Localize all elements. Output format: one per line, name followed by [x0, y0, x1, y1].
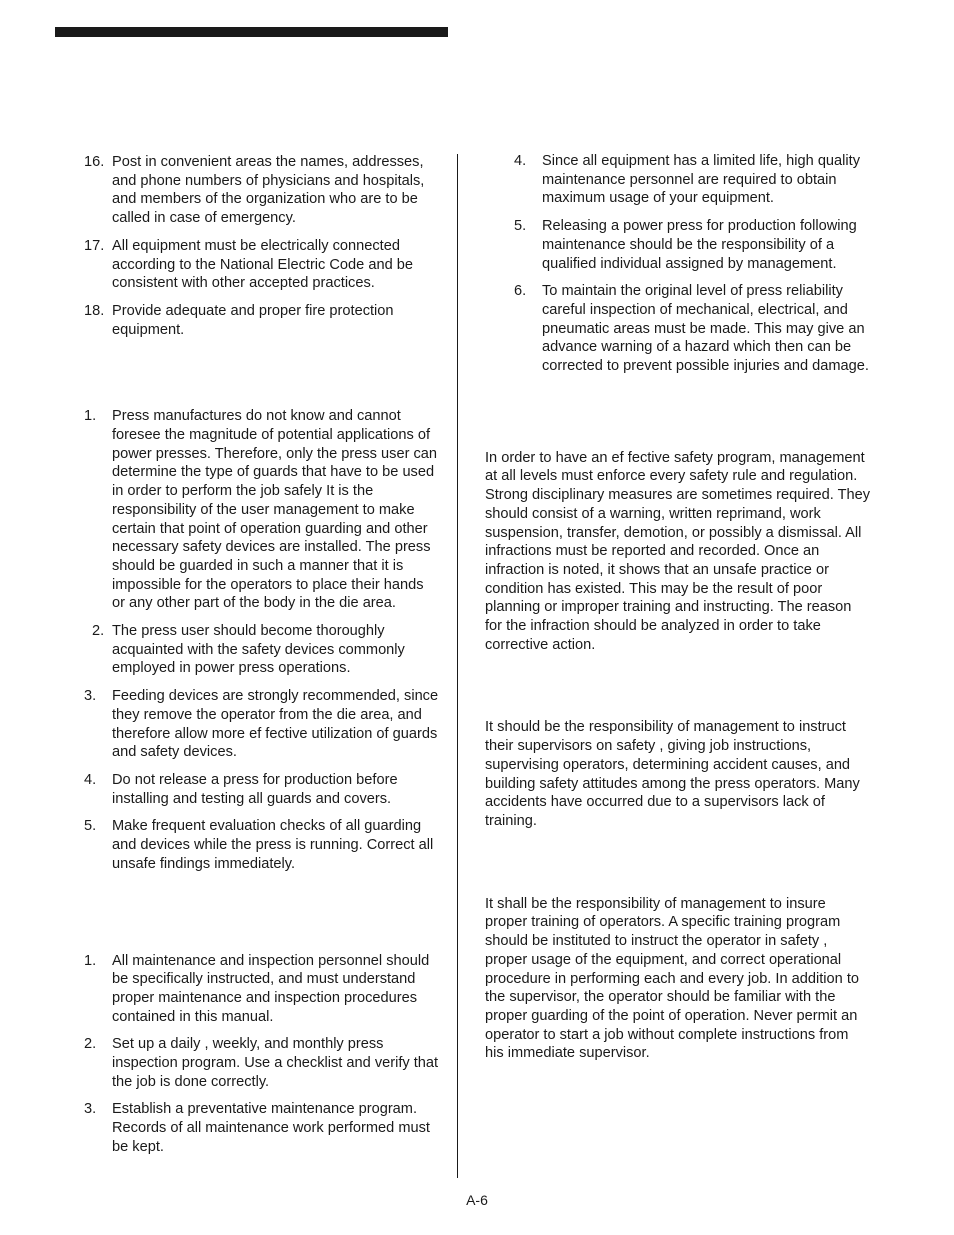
left-column [84, 153, 440, 1166]
paragraph-operator-training: It shall be the responsibility of management to insure proper training of operators. A specific training program should be instituted to instruct the operator in safety , proper usage of the equipment, and correct operational procedure in performing each and every job. In addition to the supervisor, the operator should be familiar with the proper guarding of the point of operation. Never permit an operator to start a job without complete instructions from his immediate supervisor. [485, 895, 859, 1062]
list-item: 3. Establish a preventative maintenance program. Records of all maintenance work performed must be kept. [84, 1101, 430, 1155]
list-item: 5. Make frequent evaluation checks of all guarding and devices while the press is running. Correct all unsafe findings immediately. [84, 818, 434, 872]
paragraph-supervisor-training: It should be the responsibility of management to instruct their supervisors on safety , giving job instructions, supervising operators, determining accident causes, and building safety attitudes among the press operators. Many accidents have occurred due to a supervisors lack of training. [485, 719, 860, 829]
list-item: 4. Since all equipment has a limited life, high quality maintenance personnel are required to obtain maximum usage of your equipment. [514, 153, 860, 207]
column-divider [457, 154, 458, 1178]
list-item: 2. Set up a daily , weekly, and monthly press inspection program. Use a checklist and verify that the job is done correctly. [84, 1036, 439, 1090]
list-item: 17. All equipment must be electrically connected according to the National Electric Code and be consistent with other accepted practices. [84, 237, 413, 292]
header-rule [55, 27, 448, 37]
list-item: 3. Feeding devices are strongly recommended, since they remove the operator from the die area, and therefore allow more ef fective utilization of guards and safety devices. [84, 688, 439, 761]
list-general-safety [84, 153, 440, 339]
list-guarding [84, 407, 440, 873]
page-number: A-6 [466, 1192, 488, 1208]
list-item: 1. All maintenance and inspection personnel should be specifically instructed, and must understand proper maintenance and inspection procedures contained in this manual. [84, 952, 430, 1025]
list-maintenance [84, 952, 440, 1157]
section-gap [485, 654, 870, 718]
list-maintenance-continued [485, 152, 870, 376]
paragraph-discipline: In order to have an ef fective safety program, management at all levels must enforce every safety rule and regulation. Strong disciplinary measures are sometimes required. They should consist of a warning, written reprimand, work suspension, transfer, demotion, or possibly a dismissal. All infractions must be reported and recorded. Once an infraction is noted, it shows that an unsafe practice or condition has existed. This may be the result of poor planning or improper training and instructing. The reason for the infraction should be analyzed in order to take corrective action. [485, 449, 871, 653]
list-item: 6. To maintain the original level of press reliability careful inspection of mechanical, electrical, and pneumatic areas must be made. This may give an advance warning of a hazard which then can be corrected to prevent possible injuries and damage. [514, 283, 869, 375]
section-gap [84, 883, 440, 952]
section-gap [485, 831, 870, 895]
list-item: 5. Releasing a power press for production following maintenance should be the responsibility of a qualified individual assigned by management. [514, 218, 857, 272]
list-item: 2. The press user should become thoroughly acquainted with the safety devices commonly employed in power press operations. [92, 623, 405, 677]
list-item: 1. Press manufactures do not know and cannot foresee the magnitude of potential applications of power presses. Therefore, only the press user can determine the type of guards that have to be used in order to perform the job safely It is the responsibility of the user management to make certain that point of operation guarding and other necessary safety devices are installed. The press should be guarded in such a manner that it is impossible for the operators to place their hands or any other part of the body in the die area. [84, 408, 438, 612]
list-item: 18. Provide adequate and proper fire protection equipment. [84, 302, 394, 338]
section-gap [485, 385, 870, 449]
section-gap [84, 348, 440, 407]
list-item: 16. Post in convenient areas the names, addresses, and phone numbers of physicians and hospitals, and members of the organization who are to be called in case of emergency. [84, 154, 425, 227]
list-item: 4. Do not release a press for production before installing and testing all guards and covers. [84, 771, 398, 807]
right-column [485, 152, 870, 1063]
